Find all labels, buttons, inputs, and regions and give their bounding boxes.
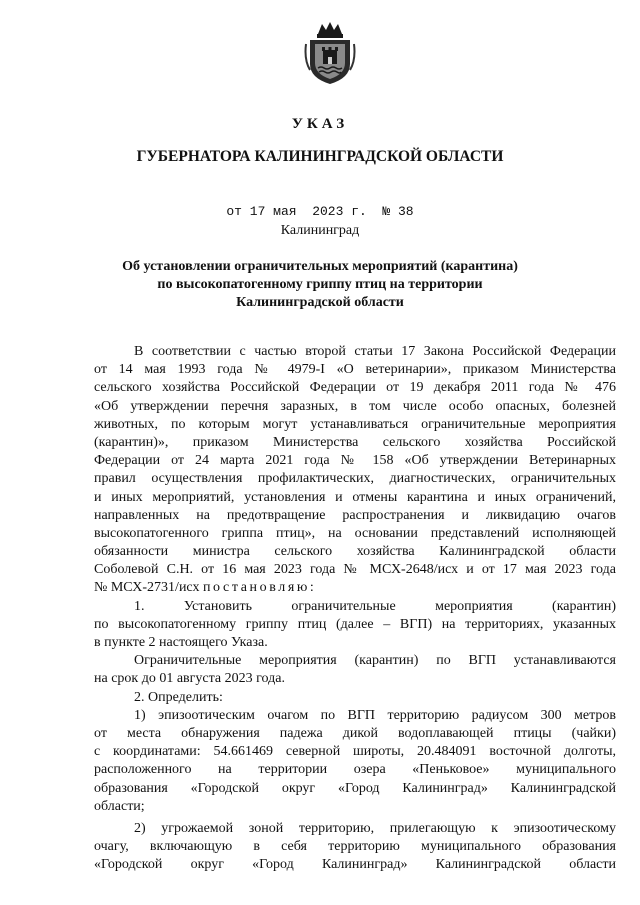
decree-body — [94, 343, 616, 874]
heading-line: по высокопатогенному гриппу птиц на территории — [157, 277, 483, 292]
text-line: сельского хозяйства Российской Федерации от 19 декабря 2011 года № 476 — [94, 380, 616, 396]
text-line: (карантин)», приказом Министерства сельского хозяйства Российской — [94, 434, 616, 450]
heading-line: Калининградской области — [236, 295, 404, 310]
text-line — [94, 579, 616, 597]
paragraph-preamble — [94, 343, 616, 598]
paragraph-term — [94, 652, 616, 688]
text-line: и иных мероприятий, установления и отмены карантина и иных ограничений, — [94, 489, 616, 505]
text-line: высокопатогенного гриппа птиц», на основании представлений исполняющей — [94, 525, 616, 541]
text-line: от 14 мая 1993 года № 4979-I «О ветеринарии», приказом Министерства — [94, 362, 616, 378]
date-number-line: от 17 мая 2023 г. № 38 — [226, 204, 414, 219]
coat-of-arms-emblem — [304, 20, 356, 86]
text-line: с координатами: 54.661469 северной широты, 20.484091 восточной долготы, — [94, 744, 616, 760]
text-line: «Об утверждении перечня заразных, в том числе особо опасных, болезней — [94, 398, 616, 414]
text-line: 1) эпизоотическим очагом по ВГП территорию радиусом 300 метров — [134, 707, 616, 723]
text-line: обязанности министра сельского хозяйства Калининградской области — [94, 544, 616, 560]
text-line: направленных на предотвращение распространения и ликвидацию очагов — [94, 507, 616, 523]
text-line: 1. Установить ограничительные мероприятия (карантин) — [134, 598, 616, 614]
text-line: очагу, включающую в себя территорию муниципального образования — [94, 839, 616, 855]
text-line: в пункте 2 настоящего Указа. — [94, 635, 268, 650]
text-line: В соответствии с частью второй статьи 17 Закона Российской Федерации — [134, 344, 616, 359]
paragraph-subitem-2 — [94, 820, 616, 875]
text-line: Ограничительные мероприятия (карантин) по ВГП устанавливаются — [134, 653, 616, 669]
issuer-title: ГУБЕРНАТОРА КАЛИНИНГРАДСКОЙ ОБЛАСТИ — [136, 148, 504, 165]
decree-word: постановляю: — [202, 580, 317, 596]
document-type-title: УКАЗ — [291, 116, 349, 132]
heading-line: Об установлении ограничительных мероприятий (карантина) — [122, 259, 518, 274]
decree-heading — [0, 258, 640, 312]
text-line: животных, по которым могут устанавливаться ограничительные мероприятия — [94, 416, 616, 432]
text-line: 2. Определить: — [134, 689, 223, 705]
text-line: правил осуществления профилактических, диагностических, ограничительных — [94, 471, 616, 487]
text-line: 2) угрожаемой зоной территорию, прилегающую к эпизоотическому — [134, 820, 616, 836]
text-line: «Городской округ «Город Калининград» Калининградской области — [94, 857, 616, 873]
paragraph-item-1 — [94, 598, 616, 653]
text-line: Федерации от 24 марта 2021 года № 158 «Об утверждении Ветеринарных — [94, 453, 616, 469]
city-line: Калининград — [280, 223, 360, 238]
reference-number: № МСХ-2731/исх — [94, 580, 200, 596]
text-line: по высокопатогенному гриппу птиц (далее – ВГП) на территориях, указанных — [94, 616, 616, 632]
text-line: области; — [94, 798, 145, 814]
text-line: на срок до 01 августа 2023 года. — [94, 671, 285, 687]
paragraph-subitem-1 — [94, 707, 616, 816]
text-line: расположенного на территории озера «Пеньковое» муниципального — [94, 762, 616, 778]
text-line: Соболевой С.Н. от 16 мая 2023 года № МСХ-2648/исх и от 17 мая 2023 года — [94, 562, 616, 578]
text-line: образования «Городской округ «Город Калининград» Калининградской — [94, 780, 616, 796]
paragraph-item-2 — [94, 689, 616, 707]
text-line: от места обнаружения падежа дикой водоплавающей птицы (чайки) — [94, 725, 616, 741]
